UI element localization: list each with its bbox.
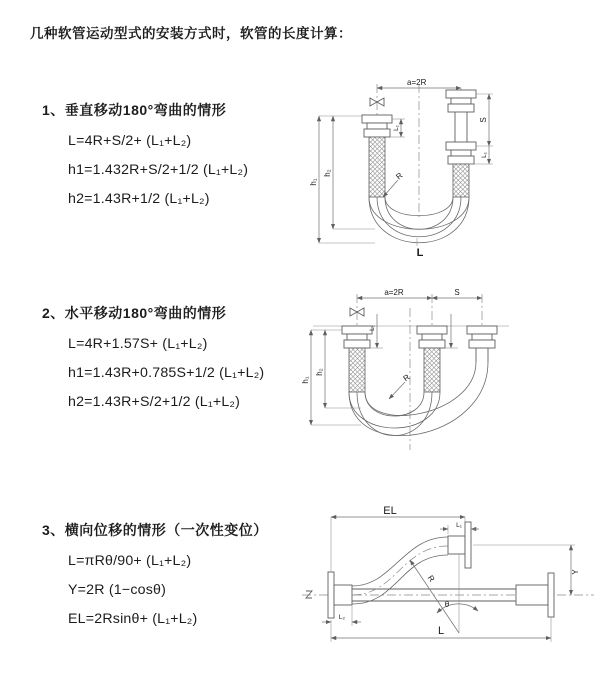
dim-label-h1: h₁ (309, 178, 318, 186)
dim-label-l1: L₁ (456, 522, 462, 529)
page-title: 几种软管运动型式的安装方式时，软管的长度计算： (30, 26, 352, 41)
diagram-lateral-displacement (298, 502, 598, 662)
dimension-l1-left (369, 314, 383, 348)
flange-fitting-left (342, 326, 372, 348)
length-label-l: L (416, 247, 424, 259)
section-horizontal-movement (42, 303, 264, 422)
hose-s-curve (352, 537, 448, 604)
flange-fitting-right-upper (446, 90, 476, 112)
flange-fitting-right-lower (446, 142, 476, 164)
flange-fitting-middle (417, 326, 447, 348)
formula-line: L=4R+S/2+ (L₁+L₂) (68, 133, 192, 149)
dim-label-el: EL (383, 505, 397, 517)
section-heading: 3、横向位移的情形（一次性变位） (42, 522, 268, 538)
section-lateral-displacement (42, 520, 268, 639)
dim-label-a2r: a=2R (407, 78, 427, 87)
formula-line: h1=1.43R+0.785S+1/2 (L₁+L₂) (68, 365, 265, 381)
dim-label-l1: L₁ (393, 125, 400, 131)
formula-line: h1=1.432R+S/2+1/2 (L₁+L₂) (68, 162, 249, 178)
formula-line: h2=1.43R+1/2 (L₁+L₂) (68, 191, 210, 207)
dim-label-l2: L₂ (338, 614, 346, 621)
diagram-vertical-180-bend (303, 70, 578, 260)
dim-label-h2: h₂ (323, 169, 332, 177)
dim-label-s: S (454, 288, 460, 297)
radius-label: R (425, 573, 437, 584)
dim-label-h1: h₁ (301, 376, 310, 384)
flange-fitting-left (362, 115, 392, 137)
dimension-s (476, 94, 493, 146)
dimension-a2r (357, 288, 432, 298)
formula-line: Y=2R (1−cosθ) (68, 582, 167, 598)
flange-fitting-right (467, 326, 497, 348)
dimension-s (432, 288, 482, 298)
hose-u-bend (349, 362, 488, 436)
dim-label-a2r: a=2R (384, 288, 404, 297)
dim-label-h2: h₂ (315, 368, 324, 376)
section-heading: 1、垂直移动180°弯曲的情形 (42, 102, 227, 118)
formula-line: EL=2Rsinθ+ (L₁+L₂) (68, 611, 198, 627)
braided-hose-left (369, 137, 385, 197)
dim-label-l: L (437, 625, 445, 637)
braided-hose-right (453, 164, 469, 197)
radius-label: R (401, 372, 412, 384)
dim-label-s: S (479, 117, 488, 123)
formula-line: h2=1.43R+S/2+1/2 (L₁+L₂) (68, 394, 241, 410)
radius-leader (383, 171, 405, 197)
flange-fitting-right (516, 573, 554, 617)
flange-fitting-left (328, 572, 352, 618)
break-mark (306, 591, 312, 598)
dim-label-l1: L₁ (481, 152, 488, 158)
radius-label: R (394, 170, 405, 182)
section-heading: 2、水平移动180°弯曲的情形 (42, 305, 227, 321)
radius-leader (389, 372, 412, 399)
dim-label-l1: L₁ (369, 325, 376, 331)
section-vertical-movement (42, 100, 248, 219)
braided-hose-left (349, 348, 365, 392)
angle-label-theta: θ (444, 600, 450, 609)
dimension-l (331, 617, 551, 642)
braided-hose-middle (424, 348, 440, 392)
diagram-horizontal-180-bend (299, 282, 577, 460)
dim-label-y: Y (571, 569, 580, 575)
dimension-l1 (440, 522, 479, 534)
formula-line: L=πRθ/90+ (L₁+L₂) (68, 553, 192, 569)
formula-line: L=4R+1.57S+ (L₁+L₂) (68, 336, 208, 352)
